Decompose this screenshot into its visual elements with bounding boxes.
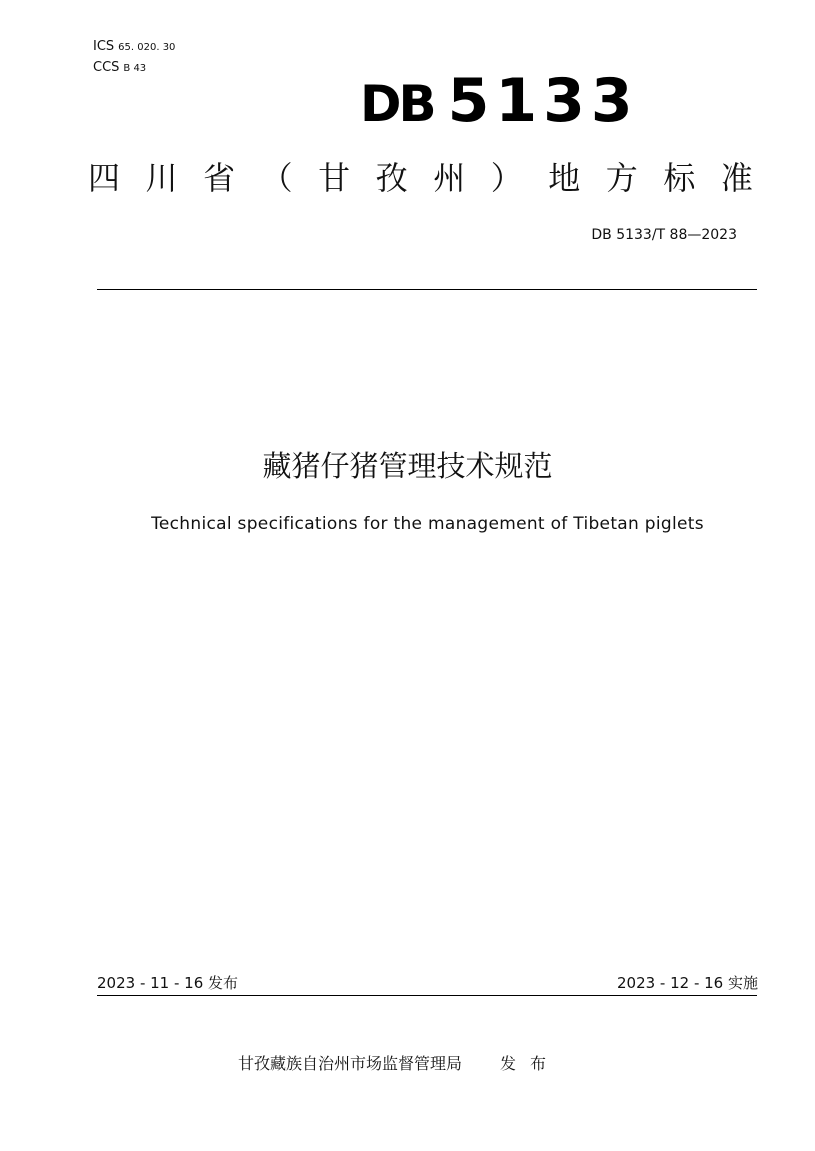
ics-code (93, 39, 175, 56)
standard-type-char: 地 (548, 159, 581, 197)
standard-type-char: 州 (433, 159, 466, 197)
publisher-action: 发布 (500, 1054, 561, 1073)
issue-date: 2023 - 11 - 16 发布 (97, 974, 239, 992)
implementation-date: 2023 - 12 - 16 实施 (616, 974, 758, 992)
logo-number: 5133 (447, 66, 639, 136)
ics-label: ICS (93, 39, 115, 54)
bottom-divider (97, 995, 757, 996)
standard-type-char: 省 (203, 159, 236, 197)
standard-type-char: 标 (663, 159, 696, 197)
standard-type-char: 川 (145, 159, 178, 197)
standard-type-char: 方 (605, 159, 638, 197)
logo-prefix: DB (360, 75, 434, 133)
standard-type-char: 准 (720, 159, 753, 197)
title-chinese: 藏猪仔猪管理技术规范 (262, 449, 553, 483)
ccs-code (93, 60, 146, 77)
top-divider (97, 289, 757, 290)
standard-type-char: （ (260, 159, 293, 197)
standard-type-char: 甘 (318, 159, 351, 197)
publisher-name: 甘孜藏族自治州市场监督管理局 (238, 1054, 463, 1073)
db-logo (360, 68, 639, 137)
standard-type-char: 四 (88, 159, 121, 197)
standard-type-char: 孜 (375, 159, 408, 197)
standard-code: DB 5133/T 88—2023 (591, 227, 737, 243)
standard-type-char: ） (490, 159, 523, 197)
title-english: Technical specifications for the management of Tibetan piglets (151, 514, 704, 534)
standard-type (88, 158, 753, 198)
publisher (238, 1053, 560, 1075)
ccs-value: B 43 (123, 63, 147, 74)
ccs-label: CCS (93, 60, 120, 75)
ics-value: 65. 020. 30 (118, 42, 176, 53)
